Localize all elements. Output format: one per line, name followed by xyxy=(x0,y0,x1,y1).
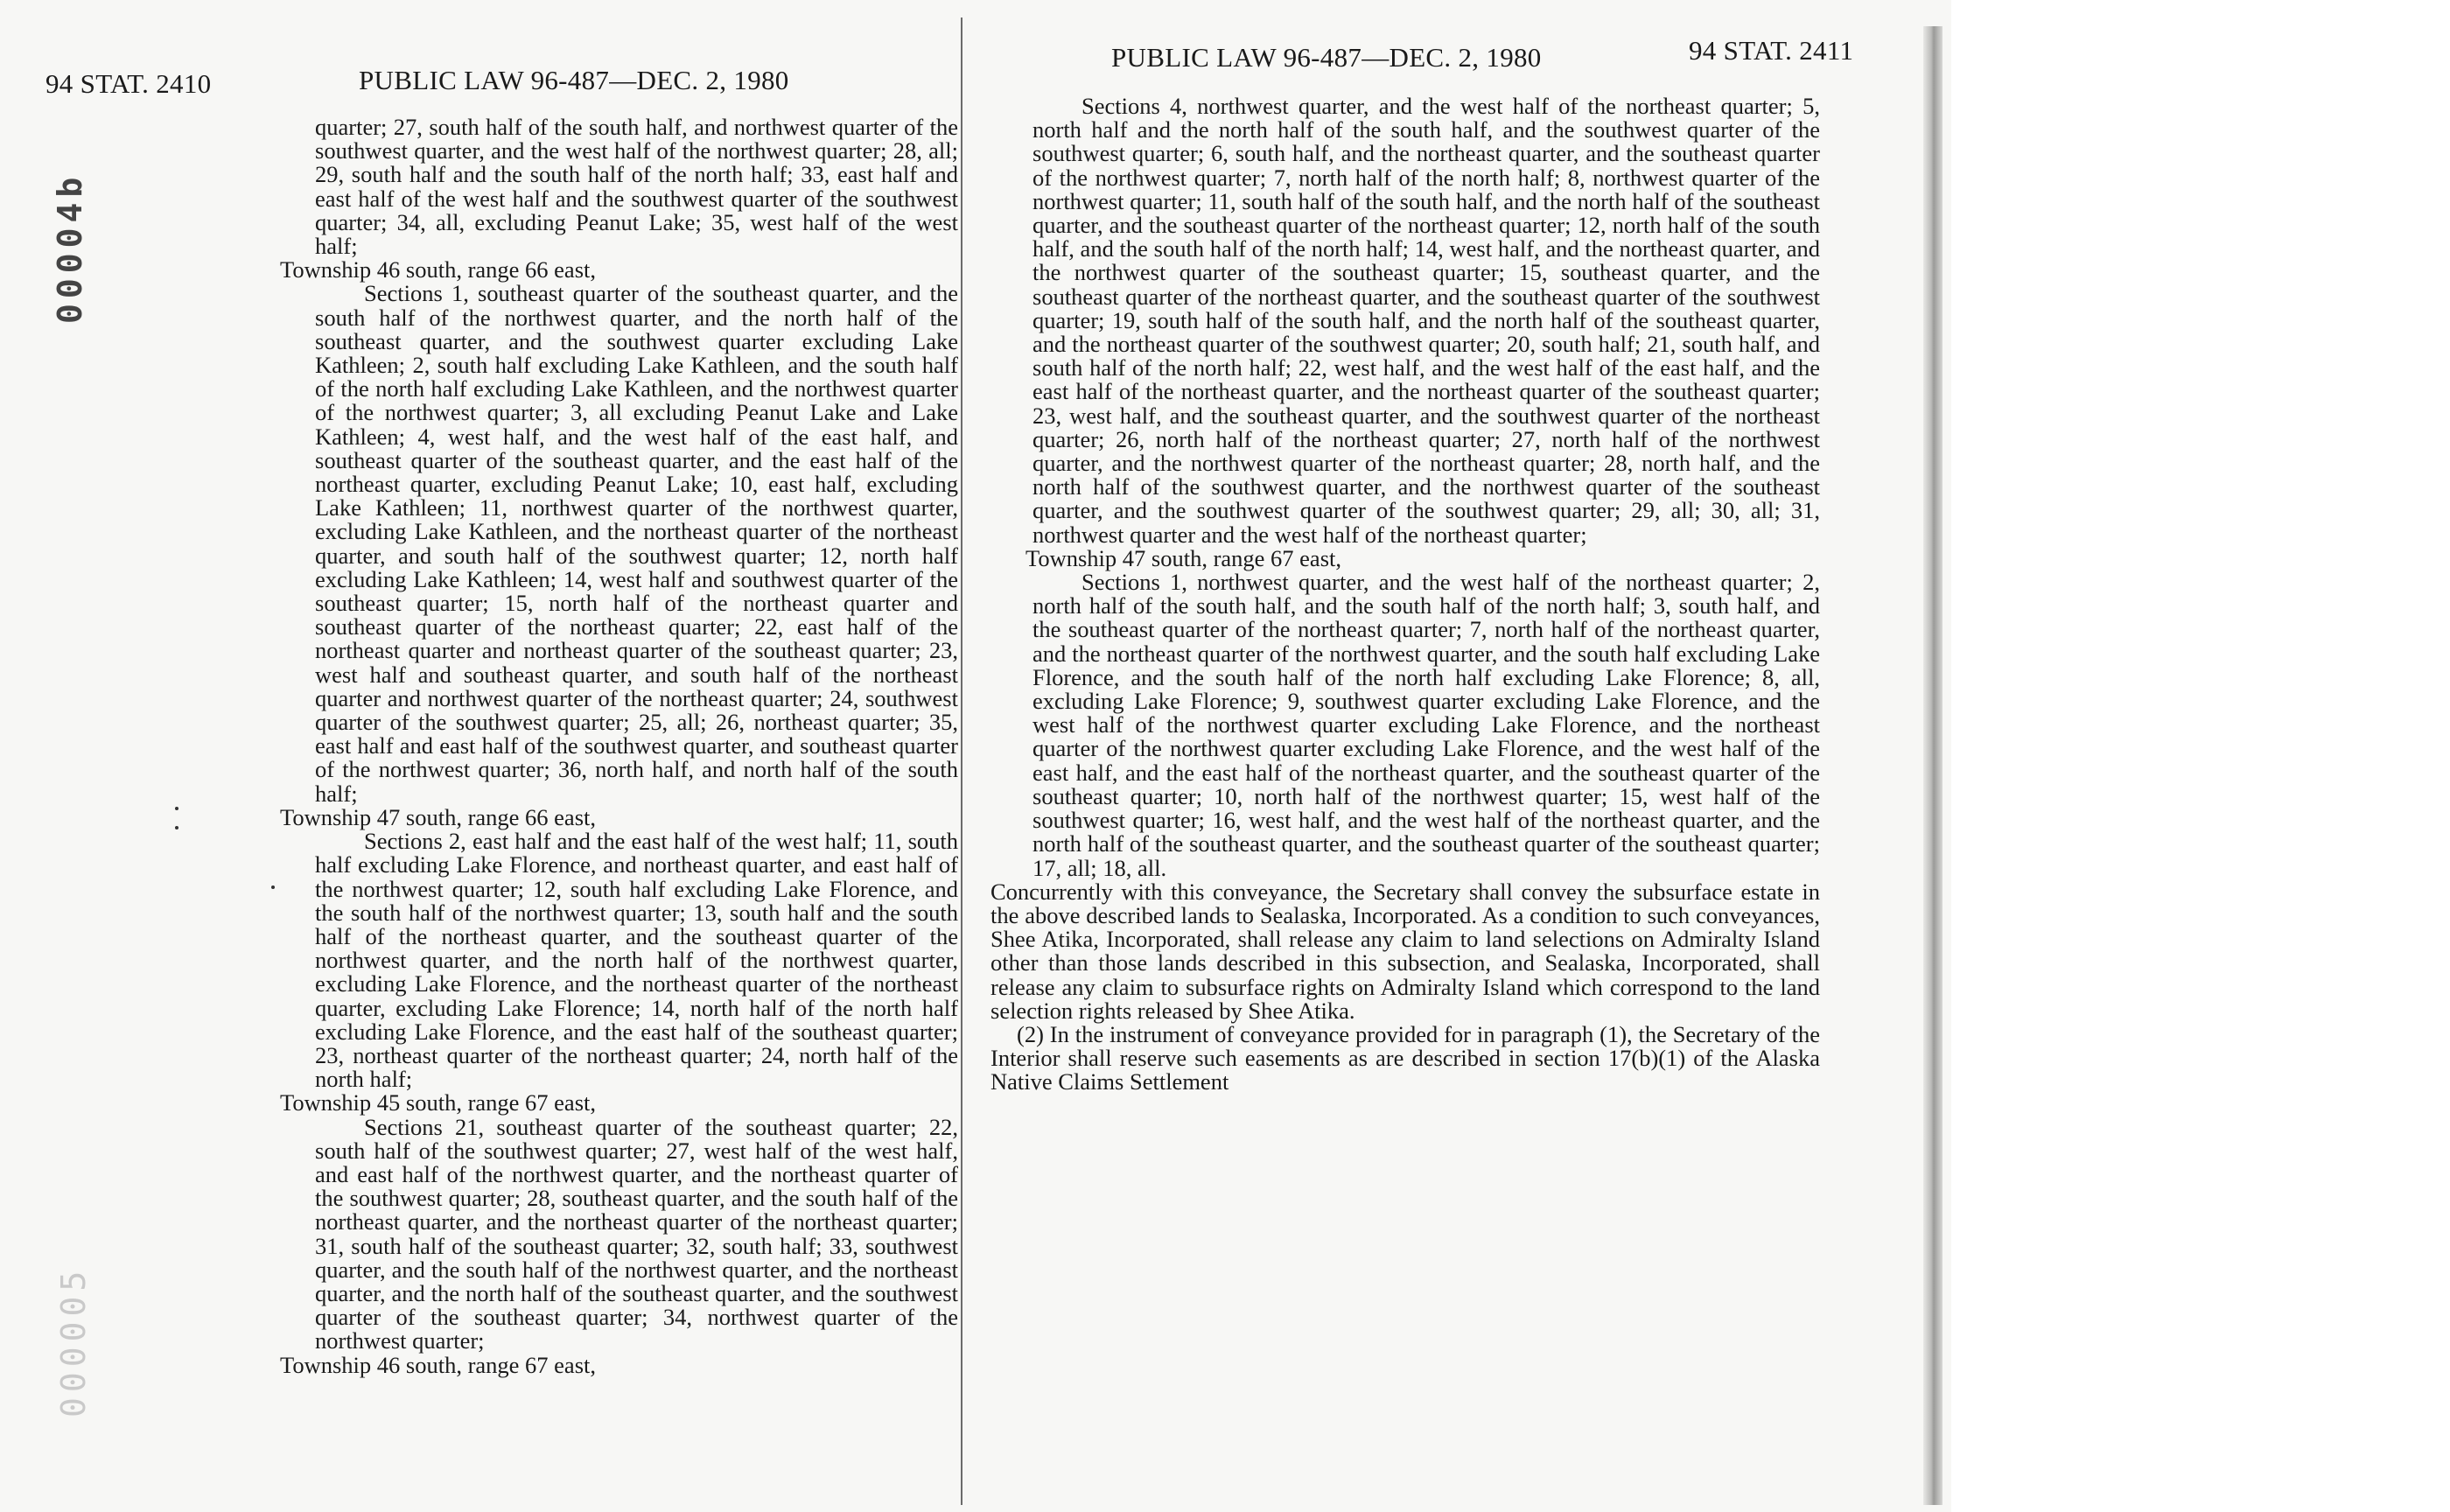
scan-speck xyxy=(271,886,275,889)
paragraph: Sections 1, southeast quarter of the southeast quarter, and the south half of the northwest quarter, and the north half of the southeast quarter, and the southwest quarter excluding Lake Kathleen; 2, south half excluding Lake Kathleen, and the south half of the north half excluding Lake Kathleen, and the northwest quarter of the northwest quarter; 3, all excluding Peanut Lake and Lake Kathleen; 4, west half, and the west half of the east half, and southeast quarter of the southeast quarter, and the east half of the northeast quarter, excluding Peanut Lake; 10, east half, excluding Lake Kathleen; 11, northwest quarter of the northwest quarter, excluding Lake Kathleen, and the northeast quarter of the northeast quarter, and south half of the southwest quarter; 12, north half excluding Lake Kathleen; 14, west half and southwest quarter of the southeast quarter; 15, north half of the northeast quarter and southeast quarter of the northeast quarter; 22, east half of the northeast quarter and northeast quarter of the southeast quarter; 23, west half and southeast quarter, and south half of the northeast quarter and northwest quarter of the northeast quarter; 24, southwest quarter of the southwest quarter; 25, all; 26, northeast quarter; 35, east half and east half of the southwest quarter, and southeast quarter of the northwest quarter; 36, north half, and north half of the south half; xyxy=(315,280,958,807)
left-body xyxy=(280,114,958,1378)
left-running-head: PUBLIC LAW 96-487—DEC. 2, 1980 xyxy=(359,65,789,95)
right-body xyxy=(990,93,1820,1096)
paragraph: (2) In the instrument of conveyance provided for in paragraph (1), the Secretary of the Interior shall reserve such easements as are described in section 17(b)(1) of the Alaska Native Claims Settlement xyxy=(990,1020,1820,1096)
right-page xyxy=(971,35,1925,1505)
paragraph: Concurrently with this conveyance, the Secretary shall convey the subsurface estate in the above described lands to Sealaska, Incorporated. As a condition to such conveyances, Shee Atika, Incorporated, shall release any claim to land selections on Admiralty Island other than those lands described in this subsection, and Sealaska, Incorporated, shall release any claim to subsurface rights on Admiralty Island which correspond to the land selection rights released by Shee Atika. xyxy=(990,878,1820,1024)
township-heading: Township 46 south, range 67 east, xyxy=(280,1351,596,1378)
township-heading: Township 46 south, range 66 east, xyxy=(280,256,596,284)
paragraph: Sections 21, southeast quarter of the southeast quarter; 22, south half of the southwest quarter; 27, west half of the west half, and east half of the northwest quarter, and the northeast quarter of the southwest quarter; 28, southeast quarter, and the south half of the northeast quarter, and the northeast quarter of the northeast quarter; 31, south half of the southeast quarter; 32, south half; 33, southwest quarter, and the south half of the northwest quarter, and the northeast quarter, and the north half of the southeast quarter, and the southwest quarter of the southeast quarter; 34, northwest quarter of the northwest quarter; xyxy=(315,1113,958,1354)
paragraph: Sections 2, east half and the east half of the west half; 11, south half excluding Lake Florence, and northeast quarter, and east half of the northwest quarter; 12, south half excluding Lake Florence, and the south half of the northwest quarter; 13, south half and the south half of the northeast quarter, and the southeast quarter of the northwest quarter, and the north half of the northwest quarter, excluding Lake Florence, and the northeast quarter of the northeast quarter, excluding Lake Florence; 14, north half of the north half excluding Lake Florence, and the east half of the southeast quarter; 23, northeast quarter of the northeast quarter; 24, north half of the north half; xyxy=(315,828,958,1093)
township-heading: Township 47 south, range 66 east, xyxy=(280,803,596,830)
right-running-head: PUBLIC LAW 96-487—DEC. 2, 1980 xyxy=(1111,42,1542,73)
scan-speck xyxy=(175,826,178,830)
township-heading: Township 45 south, range 67 east, xyxy=(280,1089,596,1116)
margin-stamp: 00004b xyxy=(51,172,89,324)
left-page xyxy=(35,35,962,1505)
paragraph: Sections 4, northwest quarter, and the west half of the northeast quarter; 5, north half and the north half of the south half, and the southwest quarter of the southwest quarter; 6, south half, and the northeast quarter, and the southeast quarter of the northwest quarter; 7, north half of the north half; 8, northwest quarter of the northwest quarter; 11, south half of the south half, and the north half of the southeast quarter, and the southeast quarter of the northeast quarter; 12, north half of the south half, and the south half of the north half; 14, west half, and the northeast quarter, and the northwest quarter of the southeast quarter; 15, southeast quarter, and the southeast quarter of the northeast quarter, and the southeast quarter of the southwest quarter; 19, south half of the south half, and the north half of the southeast quarter, and the northeast quarter of the southwest quarter; 20, south half; 21, south half, and south half of the north half; 22, west half, and the west half of the east half, and the east half of the northeast quarter, and the northeast quarter of the southeast quarter; 23, west half, and the southeast quarter, and the southwest quarter of the northeast quarter; 26, north half of the northeast quarter; 27, north half of the northwest quarter, and the northwest quarter of the northeast quarter; 28, north half, and the north half of the southwest quarter, and the northwest quarter of the southeast quarter, and the southwest quarter of the southwest quarter; 29, all; 30, all; 31, northwest quarter and the west half of the northeast quarter; xyxy=(1032,93,1820,548)
right-stat-number: 94 STAT. 2411 xyxy=(1689,35,1854,66)
paragraph: Sections 1, northwest quarter, and the west half of the northeast quarter; 2, north half of the south half, and the south half of the north half; 3, south half, and the southeast quarter of the northeast quarter; 7, north half of the northeast quarter, and the northeast quarter of the northwest quarter, and the south half excluding Lake Florence, and the south half of the north half excluding Lake Florence; 8, all, excluding Lake Florence; 9, southwest quarter excluding Lake Florence, and the west half of the northwest quarter excluding Lake Florence, and the northeast quarter of the northwest quarter excluding Lake Florence, and the west half of the east half, and the east half of the northeast quarter, and the southeast quarter of the southeast quarter; 10, north half of the northwest quarter; 15, west half of the southwest quarter; 16, west half, and the west half of the northeast quarter, and the north half of the southeast quarter, and the southeast quarter of the southeast quarter; 17, all; 18, all. xyxy=(1032,569,1820,881)
paragraph: quarter; 27, south half of the south half, and northwest quarter of the southwest quarter, and the west half of the northwest quarter; 28, all; 29, south half and the south half of the north half; 33, east half and east half of the west half and the southwest quarter of the southwest quarter; 34, all, excluding Peanut Lake; 35, west half of the west half; xyxy=(315,114,958,260)
left-stat-number: 94 STAT. 2410 xyxy=(46,68,212,99)
scan-speck xyxy=(175,807,178,810)
margin-stamp-faint: 000005 xyxy=(54,1265,93,1418)
township-heading: Township 47 south, range 67 east, xyxy=(1026,544,1341,571)
page-edge-shadow xyxy=(1923,26,1942,1505)
